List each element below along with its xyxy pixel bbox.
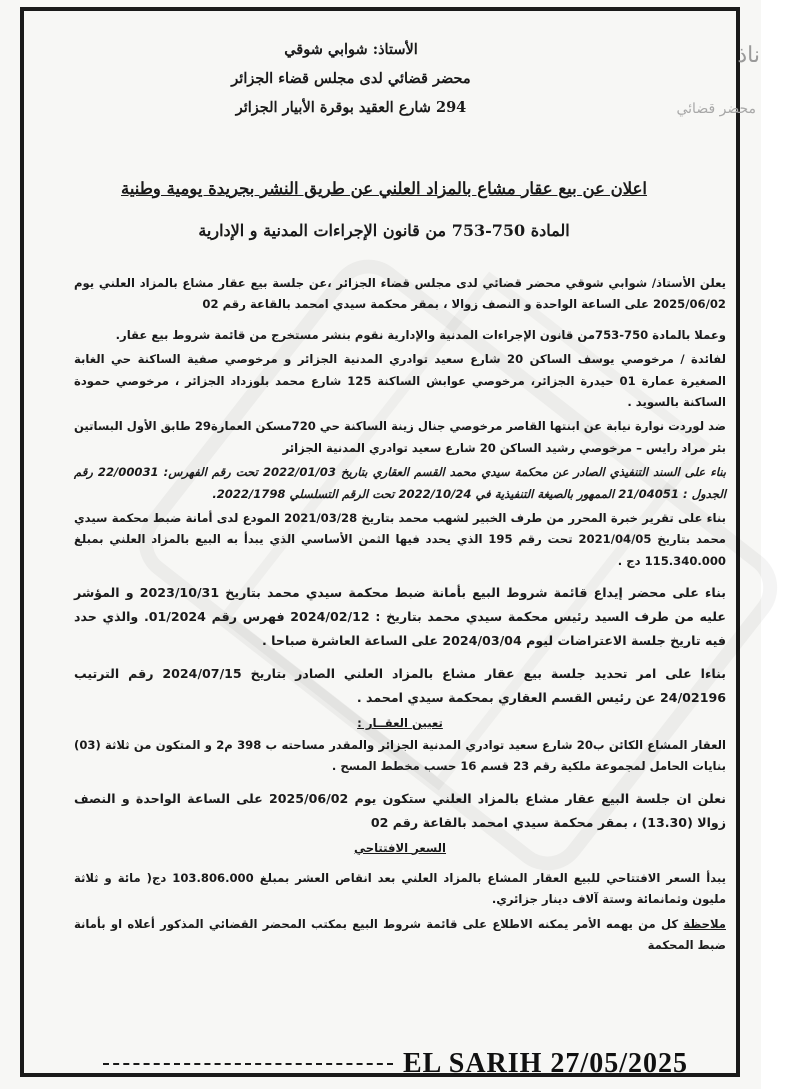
paragraph-note [74,914,726,957]
footer-dashed-line [103,1063,393,1065]
paragraph-conditions-deposit: بناء على محضر إيداع قائمة شروط البيع بأمانة ضبط محكمة سيدي محمد بتاريخ 2023/10/31 و المؤشر عليه من طرف السيد رئيس محكمة سيدي محمد بتاريخ : 2024/02/12 فهرس رقم 01/2024. والذي حدد فيه تاريخ جلسة الاعتراضات ليوم 2024/03/04 على الساعة العاشرة صباحا . [74,585,727,649]
paragraph-executive-title: بناء على السند التنفيذي الصادر عن محكمة سيدي محمد القسم العقاري بتاريخ 2022/01/03 تحت رقم الفهرس: 22/00031 رقم الجدول : 21/04051 الممهور بالصيغة التنفيذية في 2022/10/24 تحت الرقم التسلسلي 2022/1798. [74,465,726,501]
note-text: كل من يهمه الأمر يمكنه الاطلاع على قائمة شروط البيع بمكتب المحضر القضائي المذكور أعلاه او بأمانة ضبط المحكمة [74,916,726,953]
bailiff-title: محضر قضائي لدى مجلس قضاء الجزائر [231,70,471,87]
stamp-fragment-lower: محضر قضائي [676,101,756,117]
paragraph-property-description: العقار المشاع الكائن ب20 شارع سعيد توادري المدنية الجزائر والمقدر مساحته ب 398 م2 و المتكون من ثلاثة (03) بنايات الحامل لمجموعة ملكية رقم 23 قسم 16 حسب مخطط المسح . [74,737,726,774]
section-opening-price-heading: السعر الافتتاحي [353,840,447,855]
bailiff-name: الأستاذ: شوابي شوقي [284,41,418,58]
paragraph-against: ضد لوردت نوارة نيابة عن ابنتها القاصر مرخوصي جنال زينة الساكنة حي 720مسكن العمارة29 طابق الأول البساتين بئر مراد رايس – مرخوصي رشيد الساكن 20 شارع سعيد توادري المدنية الجزائر [74,419,726,455]
publication-footer [103,1048,688,1080]
paragraph-opening-price: يبدأ السعر الافتتاحي للبيع العقار المشاع بالمزاد العلني بعد انقاص العشر بمبلغ 103.806.000 دج( مائة و ثلاثة مليون وثمانمائة وستة آلاف دينار جزائري. [74,870,726,907]
section-property-heading: تعيين العقــار : [357,716,443,731]
paragraph-legal-basis: وعملا بالمادة 750-753من قانون الإجراءات المدنية والإدارية نقوم بنشر مستخرج من قائمة شروط بيع عقار. [115,327,726,342]
bailiff-address: 294 شارع العقيد بوقرة الأبيار الجزائر [235,99,467,116]
publication-name-date: EL SARIH 27/05/2025 [402,1048,688,1079]
paragraph-sale-session: نعلن ان جلسة البيع عقار مشاع بالمزاد العلني ستكون يوم 2025/06/02 على الساعة الواحدة و النصف زوالا (13.30) ، بمقر محكمة سيدي امحمد بالقاعة رقم 02 [74,790,726,830]
paragraph-beneficiaries: لفائدة / مرخوصي يوسف الساكن 20 شارع سعيد توادري المدنية الجزائر و مرخوصي صفية الساكنة حي الغابة الصغيرة عمارة 01 حيدرة الجزائر، مرخوصي عوابش الساكنة 125 شارع محمد بلوزداد الجزائر ، مرخوصي حمودة الساكنة بالسويد . [74,352,726,410]
paragraph-announcement: يعلن الأستاذ/ شوابي شوقي محضر قضائي لدى مجلس قضاء الجزائر ،عن جلسة بيع عقار مشاع بالمزاد العلني يوم 2025/06/02 على الساعة الواحدة و النصف زوالا ، بمقر محكمة سيدي امحمد بالقاعة رقم 02 [74,276,726,312]
notice-body [74,273,726,960]
stamp-fragment: ناذ [737,43,760,68]
notice-title: اعلان عن بيع عقار مشاع بالمزاد العلني عن طريق النشر بجريدة يومية وطنية [120,179,648,198]
notice-subtitle: المادة 750-753 من قانون الإجراءات المدنية و الإدارية [198,221,570,240]
notice-frame [20,7,760,1079]
paragraph-expert-report: بناء على تقرير خبرة المحرر من طرف الخبير لشهب محمد بتاريخ 2021/03/28 المودع لدى أمانة ضبط محكمة سيدي محمد بتاريخ 2021/04/05 تحت رقم 195 الذي يحدد فيها الثمن الأساسي الذي يبدأ به البيع بالمزاد العلني بمبلغ 115.340.000 دج . [74,511,726,568]
note-label: ملاحظة [683,916,726,931]
bailiff-header [186,35,516,122]
paragraph-session-order: بناءا على امر تحديد جلسة بيع عقار مشاع بالمزاد العلني الصادر بتاريخ 2024/07/15 رقم الترتيب 24/02196 عن رئيس القسم العقاري بمحكمة سيدي امحمد . [74,666,726,706]
